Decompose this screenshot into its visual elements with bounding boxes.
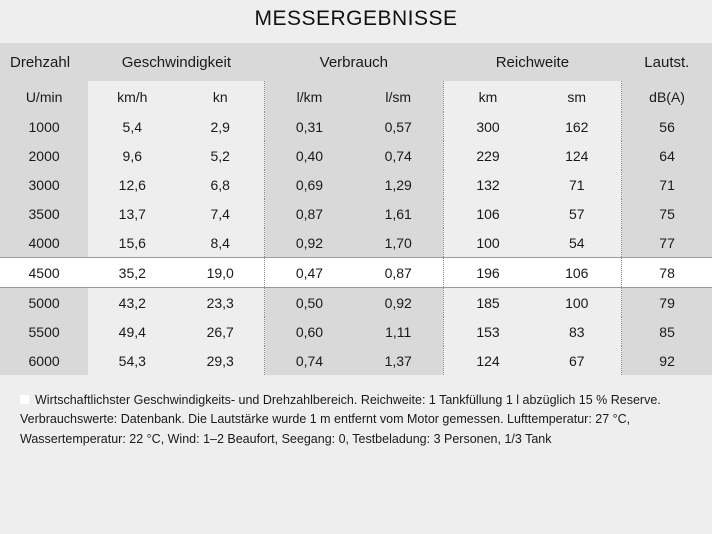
page-title: MESSERGEBNISSE — [254, 7, 458, 30]
cell-km: 153 — [443, 317, 532, 346]
cell-dba: 77 — [622, 228, 712, 258]
cell-kn: 19,0 — [176, 258, 264, 288]
cell-lsm: 0,57 — [354, 112, 443, 141]
cell-sm: 67 — [532, 346, 621, 375]
cell-dba: 92 — [622, 346, 712, 375]
footnote — [0, 375, 712, 449]
group-header-geschwindigkeit: Geschwindigkeit — [88, 43, 264, 81]
unit-header-lkm: l/km — [265, 81, 354, 112]
cell-lkm: 0,60 — [265, 317, 354, 346]
cell-upm: 6000 — [0, 346, 88, 375]
cell-lsm: 1,70 — [354, 228, 443, 258]
cell-kmh: 13,7 — [88, 199, 176, 228]
group-header-lautstaerke: Lautst. — [622, 43, 712, 81]
footnote-text: Wirtschaftlichster Geschwindigkeits- und Drehzahlbereich. Reichweite: 1 Tankfüllung 1 l abzüglich 15 % Reserve. Verbrauchswerte: Datenbank. Die Lautstärke wurde 1 m entfernt vom Motor gemessen. Lufttemperatur: 27 °C, Wassertemperatur: 22 °C, Wind: 1–2 Beaufort, Seegang: 0, Testbeladung: 3 Personen, 1/3 Tank — [20, 393, 661, 446]
cell-upm: 3500 — [0, 199, 88, 228]
cell-sm: 71 — [532, 170, 621, 199]
cell-upm: 5000 — [0, 288, 88, 318]
table-row — [0, 199, 712, 228]
cell-lsm: 0,87 — [354, 258, 443, 288]
cell-sm: 100 — [532, 288, 621, 318]
cell-km: 132 — [443, 170, 532, 199]
cell-lkm: 0,31 — [265, 112, 354, 141]
cell-km: 106 — [443, 199, 532, 228]
cell-kmh: 5,4 — [88, 112, 176, 141]
cell-upm: 1000 — [0, 112, 88, 141]
unit-header-km: km — [443, 81, 532, 112]
cell-lsm: 0,92 — [354, 288, 443, 318]
cell-sm: 83 — [532, 317, 621, 346]
unit-header-sm: sm — [532, 81, 621, 112]
cell-kn: 5,2 — [176, 141, 264, 170]
cell-sm: 124 — [532, 141, 621, 170]
group-header-row — [0, 43, 712, 81]
cell-lkm: 0,87 — [265, 199, 354, 228]
cell-sm: 162 — [532, 112, 621, 141]
cell-km: 100 — [443, 228, 532, 258]
cell-upm: 5500 — [0, 317, 88, 346]
cell-upm: 4500 — [0, 258, 88, 288]
cell-kmh: 54,3 — [88, 346, 176, 375]
cell-dba: 56 — [622, 112, 712, 141]
unit-header-upm: U/min — [0, 81, 88, 112]
group-header-reichweite: Reichweite — [443, 43, 622, 81]
cell-km: 300 — [443, 112, 532, 141]
cell-dba: 64 — [622, 141, 712, 170]
cell-dba: 78 — [622, 258, 712, 288]
cell-upm: 2000 — [0, 141, 88, 170]
table-row-highlighted — [0, 258, 712, 288]
unit-header-lsm: l/sm — [354, 81, 443, 112]
unit-header-row — [0, 81, 712, 112]
legend-square-icon — [20, 395, 29, 404]
cell-kmh: 43,2 — [88, 288, 176, 318]
cell-lkm: 0,40 — [265, 141, 354, 170]
cell-kmh: 12,6 — [88, 170, 176, 199]
cell-lsm: 0,74 — [354, 141, 443, 170]
table-row — [0, 170, 712, 199]
cell-upm: 4000 — [0, 228, 88, 258]
cell-kmh: 35,2 — [88, 258, 176, 288]
table-row — [0, 141, 712, 170]
unit-header-dba: dB(A) — [622, 81, 712, 112]
table-row — [0, 228, 712, 258]
cell-km: 229 — [443, 141, 532, 170]
table-header — [0, 43, 712, 112]
cell-kmh: 49,4 — [88, 317, 176, 346]
cell-dba: 71 — [622, 170, 712, 199]
cell-kn: 2,9 — [176, 112, 264, 141]
cell-kn: 23,3 — [176, 288, 264, 318]
table-row — [0, 288, 712, 318]
table-body — [0, 112, 712, 375]
unit-header-kn: kn — [176, 81, 264, 112]
cell-sm: 106 — [532, 258, 621, 288]
cell-km: 124 — [443, 346, 532, 375]
cell-kn: 26,7 — [176, 317, 264, 346]
cell-km: 196 — [443, 258, 532, 288]
cell-kn: 6,8 — [176, 170, 264, 199]
cell-lkm: 0,47 — [265, 258, 354, 288]
cell-sm: 57 — [532, 199, 621, 228]
unit-header-kmh: km/h — [88, 81, 176, 112]
cell-lsm: 1,37 — [354, 346, 443, 375]
cell-dba: 79 — [622, 288, 712, 318]
cell-kn: 8,4 — [176, 228, 264, 258]
group-header-drehzahl: Drehzahl — [0, 43, 88, 81]
table-row — [0, 317, 712, 346]
cell-kn: 29,3 — [176, 346, 264, 375]
table-row — [0, 112, 712, 141]
cell-kmh: 9,6 — [88, 141, 176, 170]
group-header-verbrauch: Verbrauch — [265, 43, 444, 81]
cell-lkm: 0,69 — [265, 170, 354, 199]
cell-lkm: 0,92 — [265, 228, 354, 258]
cell-kmh: 15,6 — [88, 228, 176, 258]
measurement-results-table — [0, 43, 712, 375]
cell-sm: 54 — [532, 228, 621, 258]
cell-lsm: 1,61 — [354, 199, 443, 228]
cell-lkm: 0,74 — [265, 346, 354, 375]
table-row — [0, 346, 712, 375]
cell-dba: 85 — [622, 317, 712, 346]
cell-lsm: 1,11 — [354, 317, 443, 346]
cell-km: 185 — [443, 288, 532, 318]
cell-upm: 3000 — [0, 170, 88, 199]
cell-kn: 7,4 — [176, 199, 264, 228]
cell-dba: 75 — [622, 199, 712, 228]
cell-lkm: 0,50 — [265, 288, 354, 318]
cell-lsm: 1,29 — [354, 170, 443, 199]
